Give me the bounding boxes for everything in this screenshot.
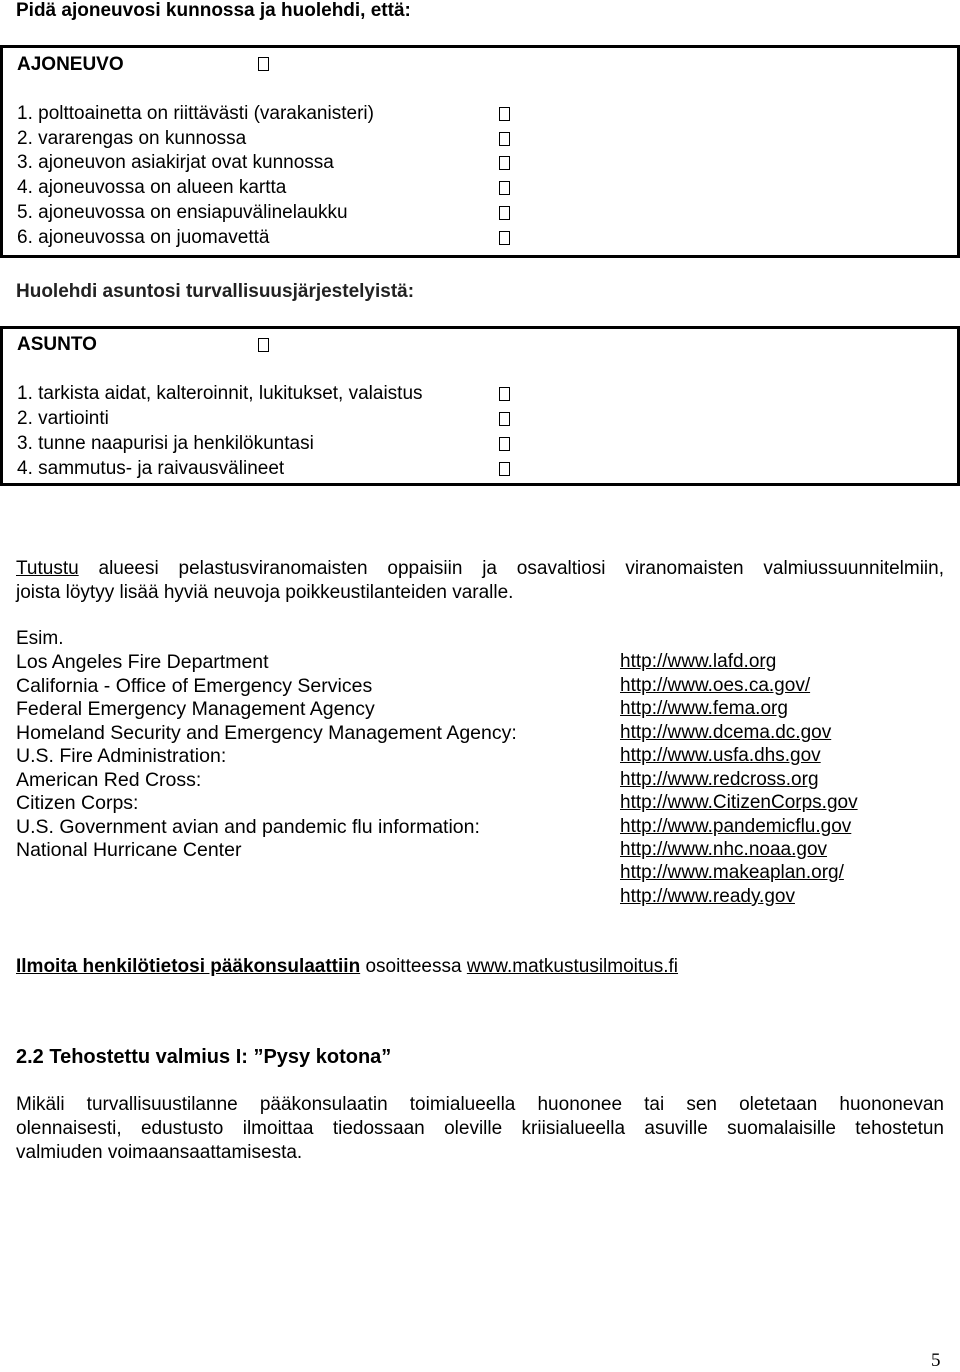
page-number: 5 — [931, 1350, 941, 1371]
vehicle-item-checkbox-icon[interactable] — [499, 181, 510, 195]
section-paragraph — [16, 1093, 944, 1165]
organization-url-link[interactable]: http://www.usfa.dhs.gov — [620, 745, 821, 766]
organization-url-link[interactable]: http://www.oes.ca.gov/ — [620, 675, 811, 696]
vehicle-box-title: AJONEUVO — [17, 54, 124, 75]
organization-name: National Hurricane Center — [16, 839, 242, 861]
home-item-checkbox-icon[interactable] — [499, 437, 510, 451]
section-heading: 2.2 Tehostettu valmius I: ”Pysy kotona” — [16, 1046, 392, 1068]
organization-name: U.S. Fire Administration: — [16, 745, 227, 767]
register-link[interactable]: www.matkustusilmoitus.fi — [466, 956, 679, 977]
vehicle-item: 5. ajoneuvossa on ensiapuvälinelaukku — [17, 202, 348, 223]
explore-line1-text: alueesi pelastusviranomaisten oppaisiin ja osavaltiosi viranomaisten valmiussuunnitelmiin, — [98, 558, 945, 579]
organization-url-link[interactable]: http://www.makeaplan.org/ — [620, 862, 844, 883]
organization-url-link[interactable]: http://www.dcema.dc.gov — [620, 722, 832, 743]
organization-name: Los Angeles Fire Department — [16, 651, 269, 673]
home-box-title: ASUNTO — [17, 334, 97, 355]
explore-line-1 — [16, 557, 944, 581]
organization-name: U.S. Government avian and pandemic flu information: — [16, 816, 480, 838]
explore-line-2: joista löytyy lisää hyviä neuvoja poikkeustilanteiden varalle. — [16, 582, 514, 603]
organization-url-link[interactable]: http://www.pandemicflu.gov — [620, 816, 852, 837]
home-heading: Huolehdi asuntosi turvallisuusjärjestelyistä: — [16, 281, 415, 302]
home-title-checkbox-icon[interactable] — [258, 338, 269, 352]
organization-url-link[interactable]: http://www.fema.org — [620, 698, 788, 719]
section-line-1: Mikäli turvallisuustilanne pääkonsulaatin toimialueella huononee tai sen oletetaan huononevan — [16, 1094, 944, 1115]
vehicle-item-checkbox-icon[interactable] — [499, 107, 510, 121]
organization-url-link[interactable]: http://www.CitizenCorps.gov — [620, 792, 858, 813]
intro-heading: Pidä ajoneuvosi kunnossa ja huolehdi, että: — [16, 0, 411, 21]
home-item-checkbox-icon[interactable] — [499, 387, 510, 401]
section-line-2: olennaisesti, edustusto ilmoittaa tiedossaan oleville kriisialueella asuville suomalaisille tehostetun — [16, 1118, 944, 1139]
explore-paragraph — [16, 557, 944, 605]
home-item-checkbox-icon[interactable] — [499, 462, 510, 476]
vehicle-item: 1. polttoainetta on riittävästi (varakanisteri) — [17, 103, 374, 124]
organization-name: Federal Emergency Management Agency — [16, 698, 375, 720]
explore-underlined-word: Tutustu — [16, 558, 79, 579]
home-item: 2. vartiointi — [17, 408, 109, 429]
register-bold-text: Ilmoita henkilötietosi pääkonsulaattiin — [16, 956, 361, 977]
home-item: 1. tarkista aidat, kalteroinnit, lukitukset, valaistus — [17, 383, 423, 404]
vehicle-item-checkbox-icon[interactable] — [499, 156, 510, 170]
home-item-checkbox-icon[interactable] — [499, 412, 510, 426]
home-item: 3. tunne naapurisi ja henkilökuntasi — [17, 433, 314, 454]
organization-name: American Red Cross: — [16, 769, 202, 791]
vehicle-item: 2. vararengas on kunnossa — [17, 128, 247, 149]
register-middle-text: osoitteessa — [365, 956, 462, 977]
organization-url-link[interactable]: http://www.redcross.org — [620, 769, 819, 790]
organization-name: Citizen Corps: — [16, 792, 139, 814]
organization-name: California - Office of Emergency Services — [16, 675, 373, 697]
organization-name: Homeland Security and Emergency Management Agency: — [16, 722, 517, 744]
organization-url-link[interactable]: http://www.nhc.noaa.gov — [620, 839, 828, 860]
vehicle-item-checkbox-icon[interactable] — [499, 231, 510, 245]
section-line-3: valmiuden voimaansaattamisesta. — [16, 1142, 303, 1163]
vehicle-item: 3. ajoneuvon asiakirjat ovat kunnossa — [17, 152, 334, 173]
vehicle-item-checkbox-icon[interactable] — [499, 206, 510, 220]
register-line — [16, 956, 678, 978]
organization-url-link[interactable]: http://www.lafd.org — [620, 651, 777, 672]
home-item: 4. sammutus- ja raivausvälineet — [17, 458, 285, 479]
organization-url-link[interactable]: http://www.ready.gov — [620, 886, 795, 907]
vehicle-item: 4. ajoneuvossa on alueen kartta — [17, 177, 287, 198]
vehicle-item-checkbox-icon[interactable] — [499, 132, 510, 146]
vehicle-title-checkbox-icon[interactable] — [258, 57, 269, 71]
example-label: Esim. — [16, 628, 64, 649]
vehicle-item: 6. ajoneuvossa on juomavettä — [17, 227, 270, 248]
